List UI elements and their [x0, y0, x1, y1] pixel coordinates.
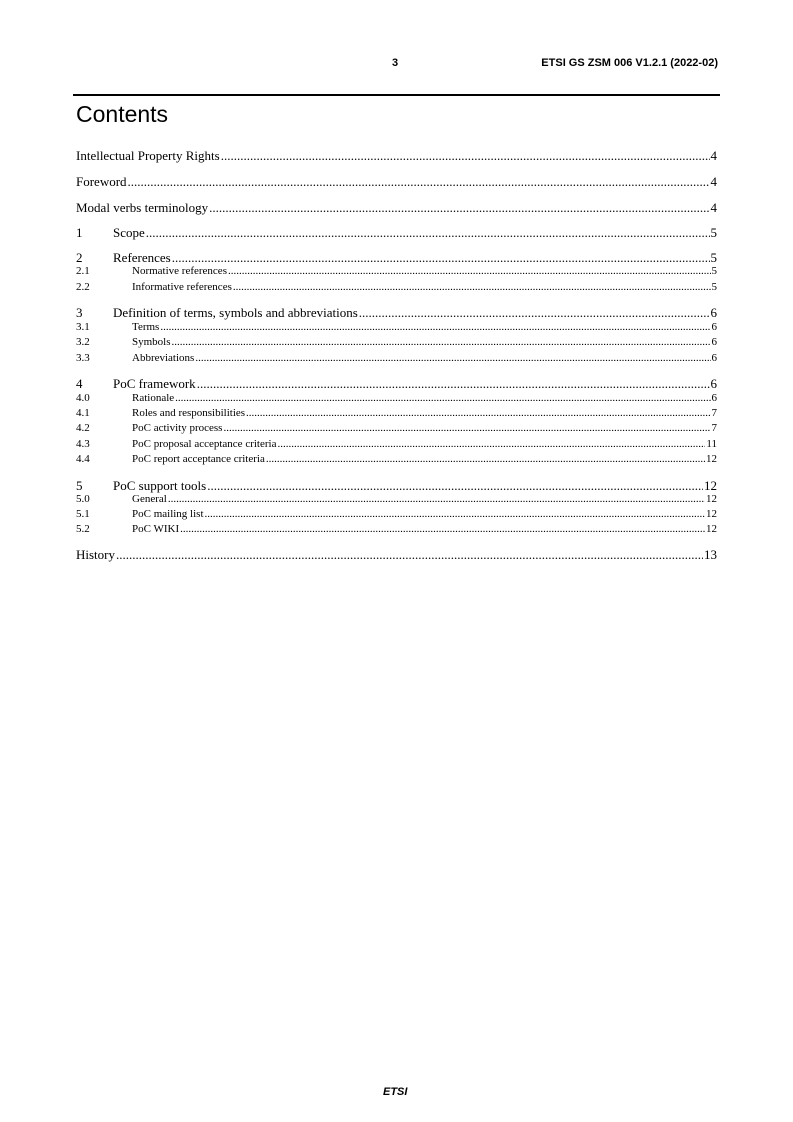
toc-entry-number: 1: [76, 225, 83, 240]
toc-entry-page: 12: [706, 453, 717, 465]
toc-entry-title: Modal verbs terminology: [76, 200, 209, 215]
toc-entry-number: 4.0: [76, 392, 90, 404]
toc-entry[interactable]: [76, 305, 717, 321]
toc-entry-title: Intellectual Property Rights: [76, 148, 220, 163]
toc-entry-title: Abbreviations: [132, 352, 195, 364]
toc-entry-number: 3.2: [76, 336, 90, 348]
toc-entry-title: PoC mailing list: [132, 508, 204, 520]
toc-entry[interactable]: [76, 148, 717, 164]
toc-entry-number: 4: [76, 376, 83, 391]
toc-entry-page: 4: [710, 174, 717, 189]
toc-entry[interactable]: [76, 547, 717, 563]
toc-entry-page: 12: [706, 493, 717, 505]
toc-entry[interactable]: [76, 321, 717, 333]
toc-entry-number: 2.1: [76, 265, 90, 277]
toc-entry-number: 5: [76, 478, 83, 493]
toc-entry-title: Normative references: [132, 265, 227, 277]
toc-entry-page: 6: [710, 376, 717, 391]
toc-entry[interactable]: [76, 281, 717, 293]
toc-entry-number: 4.3: [76, 438, 90, 450]
toc-entry-title: PoC proposal acceptance criteria: [132, 438, 277, 450]
toc-entry-page: 6: [710, 305, 717, 320]
toc-entry-page: 12: [706, 523, 717, 535]
toc-leader-dots: [116, 547, 703, 563]
toc-entry[interactable]: [76, 422, 717, 434]
toc-entry-number: 5.2: [76, 523, 90, 535]
toc-entry-page: 5: [710, 225, 717, 240]
toc-leader-dots: [233, 281, 711, 293]
toc-entry[interactable]: [76, 478, 717, 494]
page-title: Contents: [76, 101, 169, 127]
toc-entry-number: 4.1: [76, 407, 90, 419]
toc-leader-dots: [246, 407, 710, 419]
toc-entry-title: PoC activity process: [132, 422, 223, 434]
toc-entry[interactable]: [76, 493, 717, 505]
toc-entry-page: 12: [704, 478, 717, 493]
toc-entry-title: PoC framework: [113, 376, 196, 391]
toc-entry-title: PoC report acceptance criteria: [132, 453, 265, 465]
toc-entry-title: PoC WIKI: [132, 523, 180, 535]
toc-entry[interactable]: [76, 407, 717, 419]
toc-leader-dots: [175, 392, 710, 404]
page-number: 3: [392, 57, 399, 69]
toc-leader-dots: [205, 508, 705, 520]
toc-entry-page: 5: [711, 281, 717, 293]
toc-entry[interactable]: [76, 265, 717, 277]
toc-entry-title: References: [113, 250, 171, 265]
toc-entry-page: 12: [706, 508, 717, 520]
toc-leader-dots: [223, 422, 710, 434]
toc-leader-dots: [359, 305, 710, 321]
toc-entry[interactable]: [76, 376, 717, 392]
toc-entry[interactable]: [76, 352, 717, 364]
footer-label: ETSI: [383, 1086, 408, 1098]
toc-entry-page: 7: [711, 422, 717, 434]
toc-entry[interactable]: [76, 508, 717, 520]
toc-entry-title: Rationale: [132, 392, 175, 404]
toc-leader-dots: [197, 376, 710, 392]
toc-leader-dots: [277, 438, 705, 450]
toc-entry-page: 4: [710, 200, 717, 215]
toc-entry-number: 3: [76, 305, 83, 320]
toc-leader-dots: [266, 453, 705, 465]
toc-entry-title: General: [132, 493, 167, 505]
toc-entry[interactable]: [76, 392, 717, 404]
toc-leader-dots: [160, 321, 710, 333]
toc-entry-number: 2.2: [76, 281, 90, 293]
toc-entry-number: 2: [76, 250, 83, 265]
toc-leader-dots: [172, 250, 710, 266]
toc-leader-dots: [221, 148, 710, 164]
document-id: ETSI GS ZSM 006 V1.2.1 (2022-02): [541, 57, 718, 69]
toc-entry-page: 5: [710, 250, 717, 265]
toc-leader-dots: [172, 336, 711, 348]
toc-leader-dots: [209, 200, 709, 216]
toc-entry-title: PoC support tools: [113, 478, 207, 493]
toc-entry[interactable]: [76, 336, 717, 348]
toc-entry-page: 6: [711, 392, 717, 404]
toc-leader-dots: [180, 523, 705, 535]
toc-entry-page: 5: [711, 265, 717, 277]
toc-entry-title: Definition of terms, symbols and abbreviations: [113, 305, 358, 320]
toc-entry[interactable]: [76, 523, 717, 535]
toc-entry[interactable]: [76, 200, 717, 216]
toc-entry-number: 3.3: [76, 352, 90, 364]
toc-entry[interactable]: [76, 250, 717, 266]
toc-entry[interactable]: [76, 174, 717, 190]
toc-entry-page: 11: [706, 438, 717, 450]
toc-entry-page: 6: [711, 352, 717, 364]
toc-entry[interactable]: [76, 438, 717, 450]
toc-entry-title: Informative references: [132, 281, 232, 293]
toc-entry-number: 5.1: [76, 508, 90, 520]
toc-entry-page: 6: [711, 336, 717, 348]
toc-entry-number: 5.0: [76, 493, 90, 505]
toc-entry[interactable]: [76, 453, 717, 465]
toc-entry[interactable]: [76, 225, 717, 241]
toc-entry-number: 3.1: [76, 321, 90, 333]
toc-entry-title: Terms: [132, 321, 160, 333]
toc-entry-page: 6: [711, 321, 717, 333]
toc-entry-title: Roles and responsibilities: [132, 407, 246, 419]
toc-leader-dots: [228, 265, 711, 277]
toc-leader-dots: [168, 493, 705, 505]
toc-entry-number: 4.4: [76, 453, 90, 465]
toc-leader-dots: [128, 174, 710, 190]
toc-entry-page: 7: [711, 407, 717, 419]
toc-entry-page: 4: [710, 148, 717, 163]
toc-entry-title: Scope: [113, 225, 145, 240]
toc-entry-title: Symbols: [132, 336, 171, 348]
toc-entry-title: Foreword: [76, 174, 127, 189]
toc-leader-dots: [207, 478, 703, 494]
toc-entry-page: 13: [704, 547, 717, 562]
toc-leader-dots: [195, 352, 710, 364]
toc-entry-title: History: [76, 547, 115, 562]
toc-entry-number: 4.2: [76, 422, 90, 434]
toc-leader-dots: [146, 225, 710, 241]
